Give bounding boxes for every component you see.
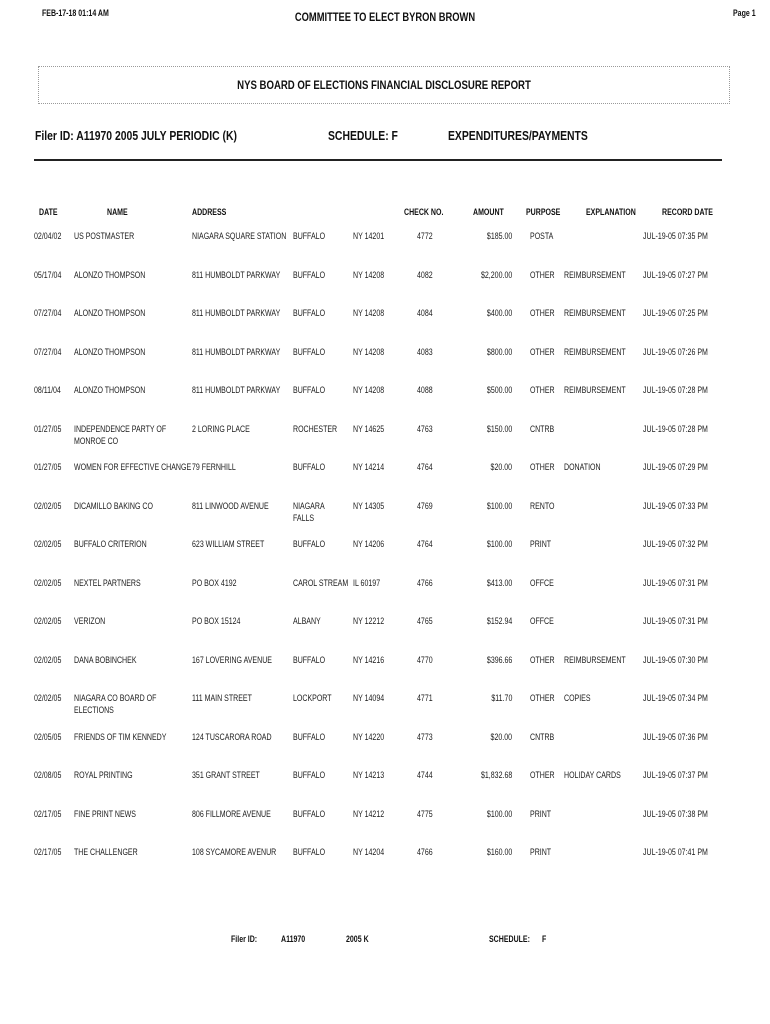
row-check-no: 4083 [417, 346, 433, 358]
row-amount: $11.70 [491, 693, 512, 704]
column-header-amount: AMOUNT [473, 207, 504, 217]
row-record-date: JUL-19-05 07:26 PM [643, 346, 708, 358]
table-row [0, 385, 770, 415]
row-state-zip: NY 14204 [353, 847, 385, 858]
row-name: ALONZO THOMPSON [74, 308, 146, 319]
row-purpose: OTHER [530, 269, 555, 281]
row-record-date: JUL-19-05 07:36 PM [643, 731, 708, 743]
row-date: 02/02/05 [34, 500, 62, 512]
row-record-date: JUL-19-05 07:29 PM [643, 462, 708, 473]
row-date: 02/04/02 [34, 231, 62, 242]
row-address: PO BOX 4192 [192, 577, 237, 589]
row-explanation: DONATION [564, 462, 601, 473]
row-check-no: 4769 [417, 500, 433, 512]
row-date: 07/27/04 [34, 346, 62, 358]
table-row [0, 693, 770, 723]
row-amount: $2,200.00 [480, 269, 512, 281]
row-city: ROCHESTER [293, 423, 338, 435]
footer-schedule-label: SCHEDULE: [489, 934, 530, 944]
row-city: BUFFALO [293, 385, 326, 396]
row-amount: $100.00 [486, 808, 512, 820]
row-address: 2 LORING PLACE [192, 423, 250, 435]
row-state-zip: NY 14208 [353, 346, 385, 358]
row-check-no: 4764 [417, 539, 433, 550]
table-row [0, 347, 770, 377]
table-row [0, 308, 770, 338]
row-address: 124 TUSCARORA ROAD [192, 731, 272, 743]
column-header-explanation: EXPLANATION [586, 207, 636, 217]
row-amount: $1,832.68 [480, 770, 512, 781]
row-address: 811 HUMBOLDT PARKWAY [192, 385, 281, 396]
row-record-date: JUL-19-05 07:27 PM [643, 269, 708, 281]
row-amount: $152.94 [486, 616, 512, 627]
column-header-check-no: CHECK NO. [404, 207, 444, 217]
row-purpose: OFFCE [530, 616, 554, 627]
row-name: VERIZON [74, 616, 106, 627]
column-header-date: DATE [39, 207, 58, 217]
row-record-date: JUL-19-05 07:35 PM [643, 231, 708, 242]
section-label: EXPENDITURES/PAYMENTS [448, 128, 588, 143]
row-state-zip: NY 14220 [353, 731, 385, 743]
table-row [0, 616, 770, 646]
column-header-purpose: PURPOSE [526, 207, 561, 217]
row-state-zip: NY 14201 [353, 231, 385, 242]
row-explanation: REIMBURSEMENT [564, 385, 626, 396]
row-purpose: OTHER [530, 308, 555, 319]
row-address: 108 SYCAMORE AVENUR [192, 847, 277, 858]
row-check-no: 4770 [417, 654, 433, 666]
committee-title: COMMITTEE TO ELECT BYRON BROWN [294, 10, 476, 24]
header-divider [34, 159, 722, 161]
row-name-line2: ELECTIONS [74, 705, 114, 716]
table-row [0, 770, 770, 800]
row-address: 79 FERNHILL [192, 462, 236, 473]
row-name: INDEPENDENCE PARTY OF [74, 423, 167, 435]
row-address: 811 LINWOOD AVENUE [192, 500, 269, 512]
report-title-box [38, 66, 730, 104]
row-purpose: OFFCE [530, 577, 554, 589]
row-check-no: 4744 [417, 770, 433, 781]
row-purpose: PRINT [530, 539, 552, 550]
row-check-no: 4763 [417, 423, 433, 435]
row-record-date: JUL-19-05 07:32 PM [643, 539, 708, 550]
table-row [0, 539, 770, 569]
row-name: ALONZO THOMPSON [74, 269, 146, 281]
row-record-date: JUL-19-05 07:34 PM [643, 693, 708, 704]
row-state-zip: NY 14208 [353, 269, 385, 281]
row-date: 02/02/05 [34, 654, 62, 666]
row-state-zip: NY 14213 [353, 770, 385, 781]
row-check-no: 4766 [417, 577, 433, 589]
row-address: 811 HUMBOLDT PARKWAY [192, 269, 281, 281]
column-header-address: ADDRESS [192, 207, 227, 217]
row-amount: $400.00 [486, 308, 512, 319]
row-purpose: CNTRB [530, 423, 555, 435]
row-name: ROYAL PRINTING [74, 770, 133, 781]
table-row [0, 809, 770, 839]
row-date: 02/02/05 [34, 616, 62, 627]
row-check-no: 4766 [417, 847, 433, 858]
row-amount: $413.00 [486, 577, 512, 589]
row-amount: $100.00 [486, 500, 512, 512]
row-explanation: HOLIDAY CARDS [564, 770, 621, 781]
row-record-date: JUL-19-05 07:37 PM [643, 770, 708, 781]
row-explanation: REIMBURSEMENT [564, 346, 626, 358]
table-row [0, 231, 770, 261]
row-amount: $20.00 [490, 462, 512, 473]
row-check-no: 4773 [417, 731, 433, 743]
row-address: PO BOX 15124 [192, 616, 241, 627]
row-date: 07/27/04 [34, 308, 62, 319]
row-city: BUFFALO [293, 847, 326, 858]
footer-filer-label: Filer ID: [231, 934, 258, 944]
page-number: Page 1 [733, 8, 756, 18]
row-purpose: PRINT [530, 808, 552, 820]
row-state-zip: NY 12212 [353, 616, 385, 627]
row-purpose: CNTRB [530, 731, 555, 743]
row-address: 623 WILLIAM STREET [192, 539, 265, 550]
row-date: 02/05/05 [34, 731, 62, 743]
report-title: NYS BOARD OF ELECTIONS FINANCIAL DISCLOSURE REPORT [237, 78, 531, 92]
schedule-label: SCHEDULE: F [328, 128, 398, 143]
row-city: BUFFALO [293, 731, 326, 743]
row-address: 811 HUMBOLDT PARKWAY [192, 346, 281, 358]
row-purpose: OTHER [530, 385, 555, 396]
row-amount: $150.00 [486, 423, 512, 435]
row-city: ALBANY [293, 616, 321, 627]
row-date: 05/17/04 [34, 269, 62, 281]
row-date: 02/02/05 [34, 539, 62, 550]
row-check-no: 4764 [417, 462, 433, 473]
row-date: 02/02/05 [34, 693, 62, 704]
table-row [0, 270, 770, 300]
row-state-zip: NY 14214 [353, 462, 385, 473]
row-city: LOCKPORT [293, 693, 332, 704]
row-record-date: JUL-19-05 07:25 PM [643, 308, 708, 319]
row-name: THE CHALLENGER [74, 847, 138, 858]
row-city-line2: FALLS [293, 512, 315, 524]
row-purpose: OTHER [530, 462, 555, 473]
row-name: DANA BOBINCHEK [74, 654, 137, 666]
row-explanation: REIMBURSEMENT [564, 308, 626, 319]
row-check-no: 4772 [417, 231, 433, 242]
row-city: BUFFALO [293, 808, 326, 820]
row-state-zip: NY 14094 [353, 693, 385, 704]
row-record-date: JUL-19-05 07:41 PM [643, 847, 708, 858]
row-amount: $500.00 [486, 385, 512, 396]
row-address: 167 LOVERING AVENUE [192, 654, 272, 666]
row-explanation: REIMBURSEMENT [564, 269, 626, 281]
row-date: 08/11/04 [34, 385, 61, 396]
row-city: NIAGARA [293, 500, 325, 512]
row-record-date: JUL-19-05 07:28 PM [643, 423, 708, 435]
row-city: BUFFALO [293, 539, 326, 550]
row-city: BUFFALO [293, 770, 326, 781]
row-name: WOMEN FOR EFFECTIVE CHANGE [74, 462, 192, 473]
row-name: FRIENDS OF TIM KENNEDY [74, 731, 167, 743]
row-purpose: RENTO [530, 500, 555, 512]
row-address: NIAGARA SQUARE STATION [192, 231, 287, 242]
row-city: BUFFALO [293, 654, 326, 666]
row-explanation: COPIES [564, 693, 591, 704]
row-explanation: REIMBURSEMENT [564, 654, 626, 666]
row-state-zip: IL 60197 [353, 577, 381, 589]
row-purpose: OTHER [530, 693, 555, 704]
row-state-zip: NY 14625 [353, 423, 385, 435]
row-state-zip: NY 14305 [353, 500, 385, 512]
row-amount: $100.00 [486, 539, 512, 550]
row-check-no: 4765 [417, 616, 433, 627]
footer-schedule-value: F [542, 934, 547, 944]
row-state-zip: NY 14206 [353, 539, 385, 550]
row-check-no: 4775 [417, 808, 433, 820]
column-header-record-date: RECORD DATE [662, 207, 713, 217]
row-name: US POSTMASTER [74, 231, 135, 242]
footer-filer-id: A11970 [281, 934, 306, 944]
row-check-no: 4771 [417, 693, 433, 704]
row-address: 806 FILLMORE AVENUE [192, 808, 271, 820]
row-record-date: JUL-19-05 07:31 PM [643, 577, 708, 589]
row-address: 351 GRANT STREET [192, 770, 260, 781]
row-name: ALONZO THOMPSON [74, 385, 146, 396]
row-city: BUFFALO [293, 462, 326, 473]
row-address: 111 MAIN STREET [192, 693, 252, 704]
row-purpose: POSTA [530, 231, 554, 242]
row-date: 01/27/05 [34, 462, 62, 473]
row-city: BUFFALO [293, 269, 326, 281]
row-name: DICAMILLO BAKING CO [74, 500, 153, 512]
row-record-date: JUL-19-05 07:30 PM [643, 654, 708, 666]
column-header-name: NAME [107, 207, 128, 217]
row-record-date: JUL-19-05 07:31 PM [643, 616, 708, 627]
row-city: BUFFALO [293, 231, 326, 242]
row-city: BUFFALO [293, 346, 326, 358]
row-amount: $396.66 [486, 654, 512, 666]
row-state-zip: NY 14208 [353, 385, 385, 396]
row-state-zip: NY 14212 [353, 808, 385, 820]
row-purpose: OTHER [530, 770, 555, 781]
table-row [0, 424, 770, 454]
table-row [0, 655, 770, 685]
table-row [0, 578, 770, 608]
row-amount: $185.00 [486, 231, 512, 242]
filer-info: Filer ID: A11970 2005 JULY PERIODIC (K) [35, 128, 237, 143]
row-date: 02/17/05 [34, 847, 62, 858]
row-record-date: JUL-19-05 07:33 PM [643, 500, 708, 512]
row-amount: $800.00 [486, 346, 512, 358]
row-check-no: 4088 [417, 385, 433, 396]
table-row [0, 501, 770, 531]
row-check-no: 4082 [417, 269, 433, 281]
row-amount: $20.00 [490, 731, 512, 743]
row-state-zip: NY 14208 [353, 308, 385, 319]
table-row [0, 732, 770, 762]
row-state-zip: NY 14216 [353, 654, 385, 666]
row-date: 02/02/05 [34, 577, 62, 589]
row-name-line2: MONROE CO [74, 435, 119, 447]
footer-period: 2005 K [346, 934, 369, 944]
row-name: FINE PRINT NEWS [74, 808, 136, 820]
row-record-date: JUL-19-05 07:38 PM [643, 808, 708, 820]
row-purpose: PRINT [530, 847, 552, 858]
row-name: NIAGARA CO BOARD OF [74, 693, 157, 704]
row-purpose: OTHER [530, 346, 555, 358]
row-date: 02/17/05 [34, 808, 62, 820]
row-name: BUFFALO CRITERION [74, 539, 147, 550]
row-city: BUFFALO [293, 308, 326, 319]
row-name: NEXTEL PARTNERS [74, 577, 141, 589]
row-address: 811 HUMBOLDT PARKWAY [192, 308, 281, 319]
row-city: CAROL STREAM [293, 577, 349, 589]
row-purpose: OTHER [530, 654, 555, 666]
row-date: 01/27/05 [34, 423, 62, 435]
row-check-no: 4084 [417, 308, 433, 319]
row-amount: $160.00 [486, 847, 512, 858]
print-date: FEB-17-18 01:14 AM [42, 8, 109, 18]
table-row [0, 462, 770, 492]
table-row [0, 847, 770, 877]
row-name: ALONZO THOMPSON [74, 346, 146, 358]
row-date: 02/08/05 [34, 770, 62, 781]
row-record-date: JUL-19-05 07:28 PM [643, 385, 708, 396]
